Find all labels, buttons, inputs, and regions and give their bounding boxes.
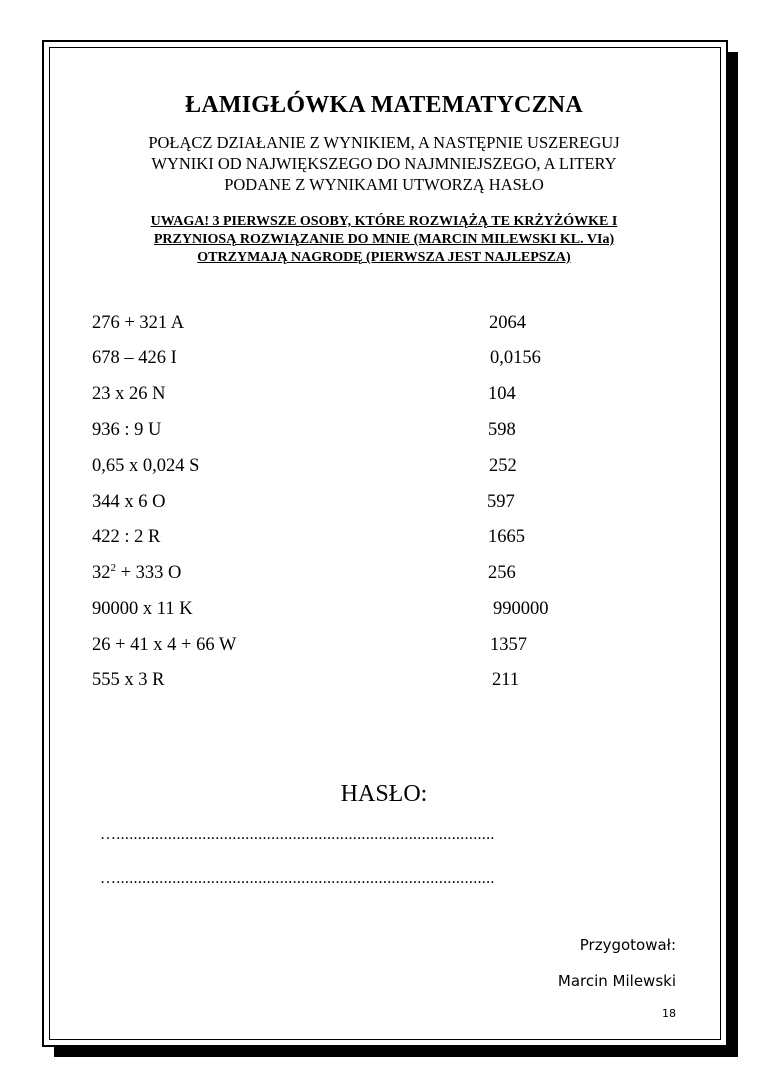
warning-notice bbox=[0, 213, 768, 267]
expression-rest: + 333 O bbox=[116, 563, 182, 583]
expression-item: 23 x 26 N bbox=[92, 384, 166, 404]
prepared-by-label: Przygotował: bbox=[579, 936, 676, 954]
result-item: 104 bbox=[488, 384, 516, 404]
expression-item: 678 – 426 I bbox=[92, 348, 177, 368]
expression-item: 555 x 3 R bbox=[92, 670, 165, 690]
expression-item: 90000 x 11 K bbox=[92, 599, 193, 619]
result-item: 252 bbox=[489, 456, 517, 476]
warning-line: PRZYNIOSĄ ROZWIĄZANIE DO MNIE (MARCIN MILEWSKI KL. VIa) bbox=[153, 232, 615, 247]
answer-line: …........................................................................................ bbox=[100, 826, 495, 843]
expression-item bbox=[92, 562, 181, 584]
expression-item: 422 : 2 R bbox=[92, 527, 161, 547]
result-item: 0,0156 bbox=[490, 348, 541, 368]
password-label: HASŁO: bbox=[340, 781, 428, 807]
page-number: 18 bbox=[662, 1007, 676, 1020]
result-item: 211 bbox=[492, 670, 520, 690]
result-item: 2064 bbox=[489, 313, 526, 333]
expression-item: 0,65 x 0,024 S bbox=[92, 456, 200, 476]
instructions bbox=[0, 132, 768, 195]
expression-base: 32 bbox=[92, 563, 111, 583]
author-name: Marcin Milewski bbox=[557, 972, 676, 990]
instructions-line: POŁĄCZ DZIAŁANIE Z WYNIKIEM, A NASTĘPNIE USZEREGUJ bbox=[148, 133, 620, 152]
expression-item: 936 : 9 U bbox=[92, 420, 162, 440]
expression-item: 26 + 41 x 4 + 66 W bbox=[92, 635, 237, 655]
instructions-line: WYNIKI OD NAJWIĘKSZEGO DO NAJMNIEJSZEGO, A LITERY bbox=[151, 154, 617, 173]
result-item: 1357 bbox=[490, 635, 527, 655]
expression-item: 276 + 321 A bbox=[92, 313, 185, 333]
result-item: 256 bbox=[488, 563, 516, 583]
warning-line: UWAGA! 3 PIERWSZE OSOBY, KTÓRE ROZWIĄŻĄ TE KRŻYŻÓWKE I bbox=[150, 214, 618, 229]
result-item: 598 bbox=[488, 420, 516, 440]
warning-line: OTRZYMAJĄ NAGRODĘ (PIERWSZA JEST NAJLEPSZA) bbox=[197, 250, 571, 265]
result-item: 1665 bbox=[488, 527, 525, 547]
page-title: ŁAMIGŁÓWKA MATEMATYCZNA bbox=[185, 92, 583, 118]
answer-line: …........................................................................................ bbox=[100, 870, 495, 887]
expression-item: 344 x 6 O bbox=[92, 492, 166, 512]
result-item: 990000 bbox=[493, 599, 549, 619]
expression-exponent: 2 bbox=[110, 562, 116, 574]
result-item: 597 bbox=[487, 492, 515, 512]
instructions-line: PODANE Z WYNIKAMI UTWORZĄ HASŁO bbox=[224, 175, 544, 194]
